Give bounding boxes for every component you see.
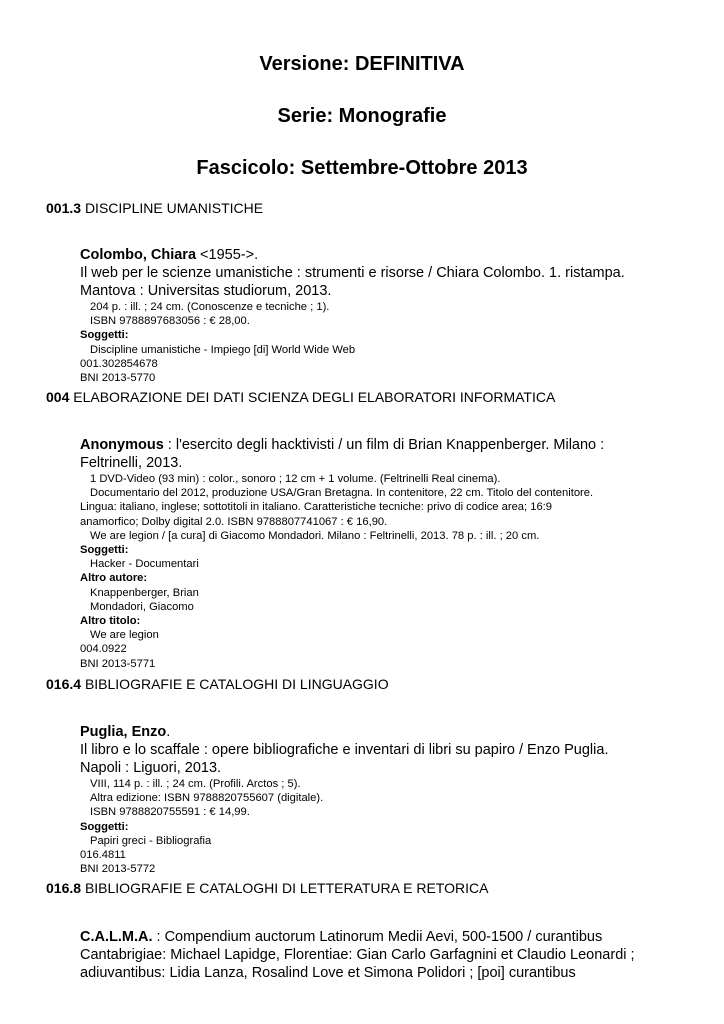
soggetti-label: Soggetti:	[80, 544, 129, 557]
entry-description: 204 p. : ill. ; 24 cm. (Conoscenze e tecniche ; 1).	[90, 301, 330, 313]
entry-heading-line	[80, 436, 680, 454]
entry-note: Lingua: italiano, inglese; sottotitoli in italiano. Caratteristiche tecniche: privo di codice area; 16:9	[80, 501, 553, 514]
entry-isbn: ISBN 9788897683056 : € 28,00.	[90, 315, 250, 328]
section-heading	[46, 389, 555, 406]
section-code: 016.8	[46, 880, 82, 896]
entry-classification: 001.302854678	[80, 357, 158, 370]
section-code: 001.3	[46, 200, 82, 216]
entry-note: Documentario del 2012, produzione USA/Gran Bretagna. In contenitore, 22 cm. Titolo del contenitore.	[90, 487, 594, 500]
entry-publication: Mantova : Universitas studiorum, 2013.	[80, 283, 332, 299]
entry-isbn: ISBN 9788820755591 : € 14,99.	[90, 806, 250, 819]
entry-author-suffix: : l'esercito degli hacktivisti / un film di Brian Knappenberger. Milano :	[163, 437, 605, 453]
entry-publication: Feltrinelli, 2013.	[80, 455, 183, 471]
catalog-entry	[80, 928, 680, 982]
entry-title: Il libro e lo scaffale : opere bibliografiche e inventari di libri su papiro / Enzo Puglia.	[80, 742, 609, 758]
entry-title-continued: adiuvantibus: Lidia Lanza, Rosalind Love et Simona Polidori ; [poi] curantibus	[80, 965, 576, 981]
section-title: BIBLIOGRAFIE E CATALOGHI DI LETTERATURA E RETORICA	[84, 880, 489, 896]
altro-titolo-value: We are legion	[90, 629, 159, 642]
catalog-entry	[80, 723, 680, 876]
entry-heading-line	[80, 246, 680, 264]
entry-heading-line	[80, 723, 680, 741]
section-code: 016.4	[46, 676, 82, 692]
entry-description: VIII, 114 p. : ill. ; 24 cm. (Profili. Arctos ; 5).	[90, 778, 301, 790]
entry-author-suffix: .	[166, 724, 171, 740]
entry-publication: Napoli : Liguori, 2013.	[80, 760, 222, 776]
altro-autore-value: Mondadori, Giacomo	[90, 600, 194, 613]
section-code: 004	[46, 389, 70, 405]
entry-note: We are legion / [a cura] di Giacomo Mondadori. Milano : Feltrinelli, 2013. 78 p. : ill. ; 20 cm.	[90, 529, 540, 542]
catalog-entry	[80, 246, 680, 385]
altro-autore-value: Knappenberger, Brian	[90, 586, 199, 599]
section-title: BIBLIOGRAFIE E CATALOGHI DI LINGUAGGIO	[84, 676, 389, 692]
entry-classification: 004.0922	[80, 643, 127, 656]
title-versione: Versione: DEFINITIVA	[259, 53, 465, 75]
soggetti-label: Soggetti:	[80, 329, 129, 342]
entry-author-suffix: <1955->.	[196, 247, 259, 263]
entry-author: Anonymous	[80, 437, 164, 453]
title-fascicolo: Fascicolo: Settembre-Ottobre 2013	[196, 157, 528, 179]
entry-bni: BNI 2013-5771	[80, 657, 156, 670]
altro-autore-label: Altro autore:	[80, 572, 148, 585]
entry-bni: BNI 2013-5772	[80, 863, 156, 876]
entry-note: Altra edizione: ISBN 9788820755607 (digitale).	[90, 792, 324, 805]
entry-heading-line	[80, 928, 680, 946]
entry-bni: BNI 2013-5770	[80, 372, 156, 385]
section-title: DISCIPLINE UMANISTICHE	[84, 200, 264, 216]
soggetti-label: Soggetti:	[80, 820, 129, 833]
soggetti-value: Papiri greci - Bibliografia	[90, 834, 212, 847]
entry-author-suffix: : Compendium auctorum Latinorum Medii Aevi, 500-1500 / curantibus	[152, 929, 603, 945]
entry-note: anamorfico; Dolby digital 2.0. ISBN 9788807741067 : € 16,90.	[80, 515, 388, 528]
catalog-entry	[80, 436, 680, 671]
section-title: ELABORAZIONE DEI DATI SCIENZA DEGLI ELABORATORI INFORMATICA	[73, 389, 556, 405]
entry-author: Colombo, Chiara	[80, 247, 197, 263]
title-serie: Serie: Monografie	[277, 105, 447, 127]
entry-classification: 016.4811	[80, 849, 126, 862]
soggetti-value: Hacker - Documentari	[90, 558, 199, 571]
section-heading	[46, 880, 488, 897]
entry-author: Puglia, Enzo	[80, 724, 167, 740]
soggetti-value: Discipline umanistiche - Impiego [di] World Wide Web	[90, 343, 356, 356]
entry-author: C.A.L.M.A.	[80, 929, 153, 945]
entry-title-continued: Cantabrigiae: Michael Lapidge, Florentiae: Gian Carlo Garfagnini et Claudio Leonardi ;	[80, 947, 635, 963]
section-heading	[46, 200, 263, 217]
section-heading	[46, 676, 389, 693]
altro-titolo-label: Altro titolo:	[80, 615, 141, 628]
entry-title: Il web per le scienze umanistiche : strumenti e risorse / Chiara Colombo. 1. ristampa.	[80, 265, 625, 281]
entry-description: 1 DVD-Video (93 min) : color., sonoro ; 12 cm + 1 volume. (Feltrinelli Real cinema).	[90, 473, 501, 485]
